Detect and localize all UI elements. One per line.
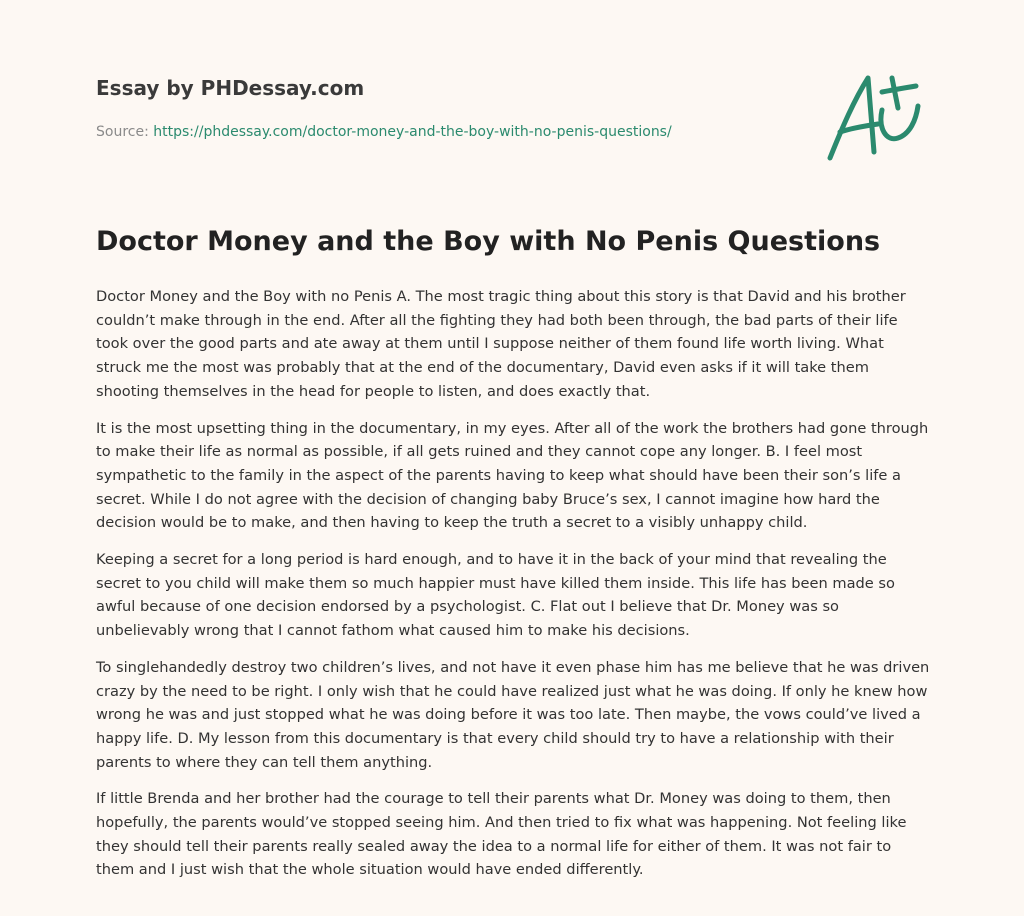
source-line [96,124,672,140]
essay-body [96,285,932,895]
page-header [96,0,932,180]
source-link[interactable]: https://phdessay.com/doctor-money-and-the-boy-with-no-penis-questions/ [153,124,672,140]
essay-page [96,0,932,879]
site-brand: Essay by PHDessay.com [96,76,365,100]
essay-paragraph: To singlehandedly destroy two children’s lives, and not have it even phase him has me believe that he was driven crazy by the need to be right. I only wish that he could have realized just what he was doing. If only he knew how wrong he was and just stopped what he was doing before it was too late. Then maybe, the vows could’ve lived a happy life. D. My lesson from this documentary is that every child should try to have a relationship with their parents to where they can tell them anything. [96,658,930,771]
essay-title: Doctor Money and the Boy with No Penis Questions [96,226,881,257]
essay-paragraph: Doctor Money and the Boy with no Penis A. The most tragic thing about this story is that David and his brother couldn’t make through in the end. After all the fighting they had both been through, the bad parts of their life took over the good parts and ate away at them until I suppose neither of them found life worth living. What struck me the most was probably that at the end of the documentary, David even asks if it will take them shooting themselves in the head for people to listen, and does exactly that. [96,288,906,400]
source-label: Source: [96,124,149,140]
a-plus-logo-icon [824,66,928,166]
essay-paragraph: If little Brenda and her brother had the courage to tell their parents what Dr. Money was doing to them, then hopefully, the parents would’ve stopped seeing him. And then tried to fix what was happening. Not feeling like they should tell their parents really sealed away the idea to a normal life for either of them. It was not fair to them and I just wish that the whole situation would have ended differently. [96,790,907,879]
essay-paragraph: Keeping a secret for a long period is hard enough, and to have it in the back of your mind that revealing the secret to you child will make them so much happier must have killed them inside. This life has been made so awful because of one decision endorsed by a psychologist. C. Flat out I believe that Dr. Money was so unbelievably wrong that I cannot fathom what caused him to make his decisions. [96,551,895,640]
essay-paragraph: It is the most upsetting thing in the documentary, in my eyes. After all of the work the brothers had gone through to make their life as normal as possible, if all gets ruined and they cannot cope any longer. B. I feel most sympathetic to the family in the aspect of the parents having to keep what should have been their son’s life a secret. While I do not agree with the decision of changing baby Bruce’s sex, I cannot imagine how hard the decision would be to make, and then having to keep the truth a secret to a visibly unhappy child. [96,419,929,532]
